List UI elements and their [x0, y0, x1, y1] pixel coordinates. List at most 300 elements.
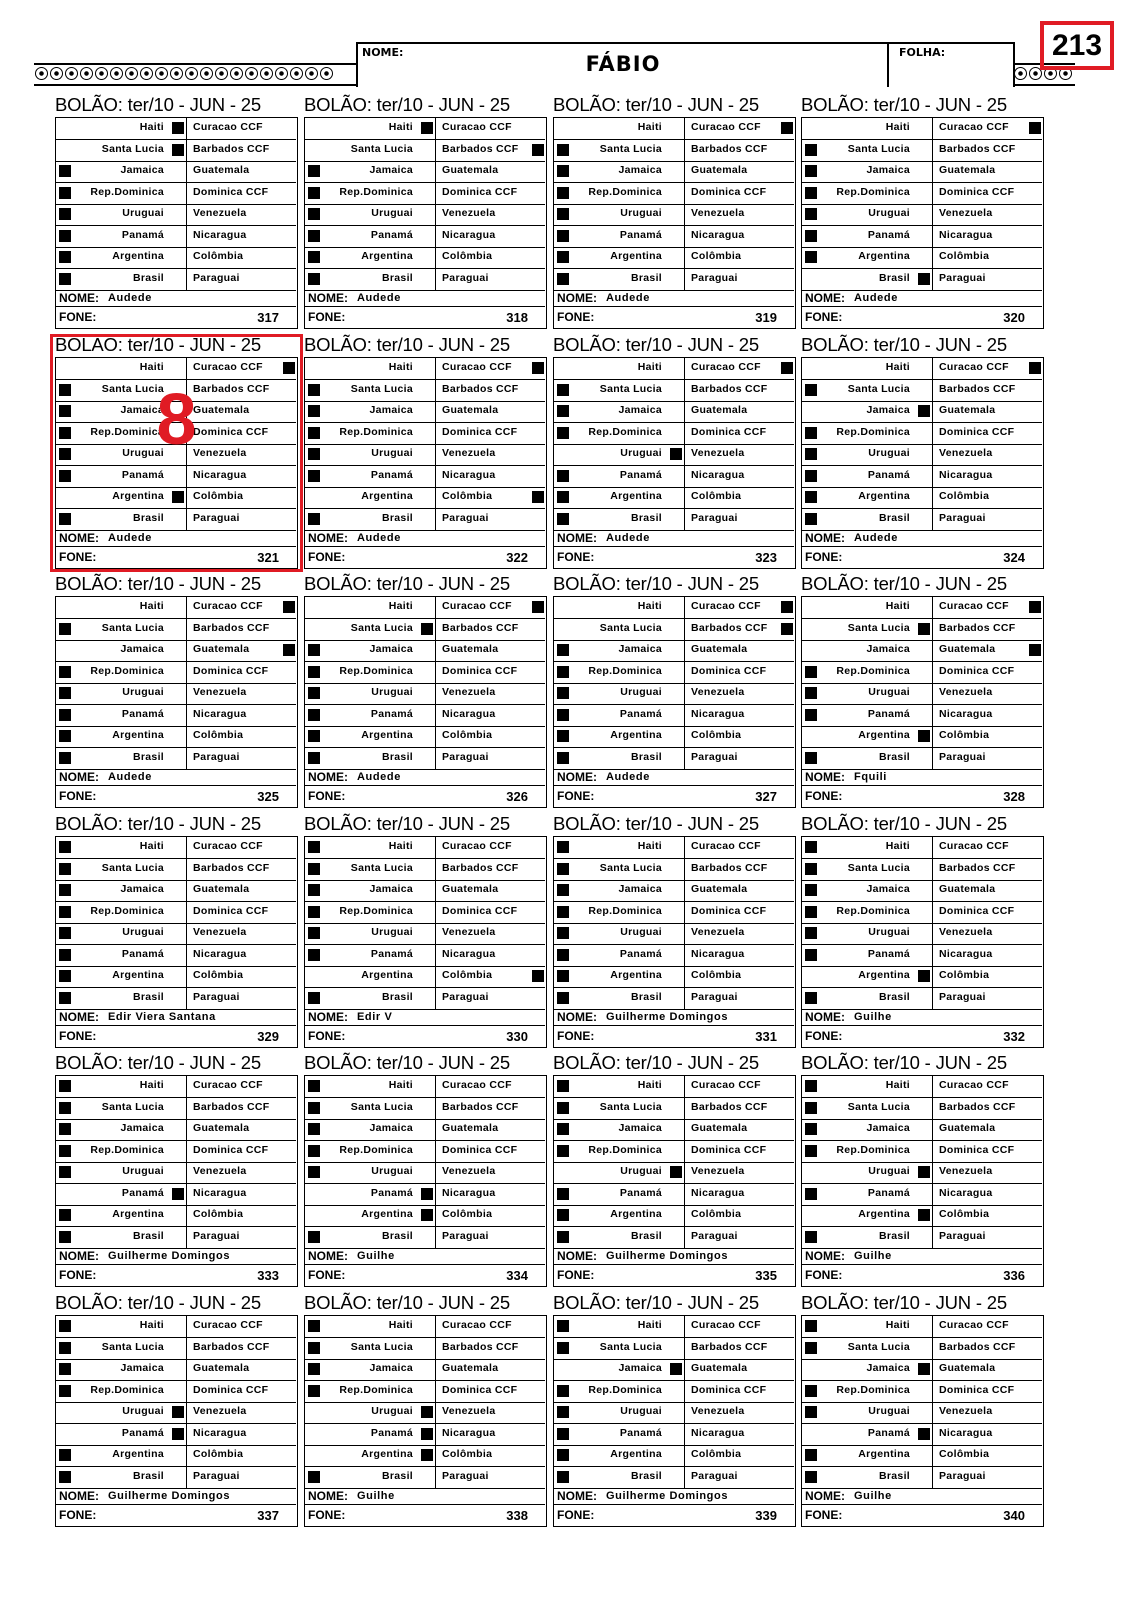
match-row [802, 705, 1042, 727]
ticket-card [304, 1290, 547, 1532]
home-team: Rep.Dominica [90, 425, 164, 438]
away-team: Venezuela [691, 926, 745, 938]
away-team: Nicaragua [939, 1426, 993, 1439]
home-team: Santa Lucia [599, 382, 662, 395]
nome-value: Guilhe [854, 1250, 892, 1262]
home-team: Brasil [133, 750, 164, 763]
draw-mark [670, 1363, 682, 1375]
home-win-mark [557, 927, 569, 939]
match-row [554, 640, 794, 662]
page-number: 213 [1040, 21, 1114, 70]
away-team: Guatemala [939, 404, 996, 416]
fone-label: FONE: [805, 1268, 843, 1282]
ticket-card [553, 1290, 796, 1532]
home-team: Haiti [139, 1319, 164, 1331]
away-team: Curacao CCF [691, 1319, 761, 1331]
match-row [305, 423, 545, 445]
draw-mark [918, 1363, 930, 1375]
home-team: Uruguai [122, 686, 164, 698]
away-win-mark [532, 491, 544, 503]
away-team: Nicaragua [939, 707, 993, 720]
match-row [554, 1162, 794, 1184]
home-win-mark [59, 1449, 71, 1461]
home-win-mark [308, 1231, 320, 1243]
soccer-ball-icon [185, 67, 198, 80]
home-team: Panamá [121, 1426, 164, 1439]
fone-divider [305, 1025, 545, 1026]
fone-divider [802, 785, 1042, 786]
match-row [554, 269, 794, 291]
ticket-table [801, 596, 1044, 808]
away-team: Barbados CCF [939, 1340, 1016, 1353]
match-row [56, 640, 296, 662]
match-row [554, 444, 794, 466]
match-row [554, 1098, 794, 1120]
home-team: Jamaica [866, 1122, 910, 1134]
home-win-mark [805, 1320, 817, 1332]
away-win-mark [1029, 362, 1041, 374]
home-team: Argentina [610, 729, 662, 741]
nome-label: NOME: [557, 770, 597, 784]
match-row [56, 247, 296, 269]
home-win-mark [308, 513, 320, 525]
away-team: Paraguai [442, 990, 489, 1003]
home-win-mark [59, 949, 71, 961]
home-team: Jamaica [618, 643, 662, 655]
home-win-mark [557, 1449, 569, 1461]
fone-divider [802, 306, 1042, 307]
home-win-mark [805, 687, 817, 699]
match-row [305, 380, 545, 402]
ticket-number: 335 [755, 1268, 777, 1283]
home-win-mark [308, 863, 320, 875]
match-row [56, 988, 296, 1010]
away-team: Venezuela [193, 207, 247, 219]
home-team: Argentina [361, 1448, 413, 1460]
home-win-mark [308, 273, 320, 285]
fone-label: FONE: [59, 550, 97, 564]
ticket-table [553, 117, 796, 329]
match-row [305, 945, 545, 967]
home-win-mark [557, 405, 569, 417]
away-team: Barbados CCF [691, 1100, 768, 1113]
ticket-table [55, 596, 298, 808]
home-team: Brasil [382, 1469, 413, 1482]
match-row [305, 683, 545, 705]
nome-label: NOME: [805, 770, 845, 784]
home-team: Haiti [885, 1319, 910, 1331]
away-team: Venezuela [691, 686, 745, 698]
match-row [305, 358, 545, 380]
away-team: Venezuela [442, 207, 496, 219]
fone-label: FONE: [59, 789, 97, 803]
home-win-mark [59, 1471, 71, 1483]
home-win-mark [557, 1145, 569, 1157]
nome-label: NOME: [308, 1249, 348, 1263]
away-team: Dominica CCF [193, 185, 269, 198]
away-team: Venezuela [691, 207, 745, 219]
soccer-ball-icon [200, 67, 213, 80]
ticket-table [801, 117, 1044, 329]
home-win-mark [308, 1080, 320, 1092]
away-team: Curacao CCF [939, 600, 1009, 612]
home-team: Santa Lucia [847, 382, 910, 395]
match-row [802, 1381, 1042, 1403]
home-win-mark [557, 949, 569, 961]
away-team: Curacao CCF [939, 840, 1009, 852]
match-row [305, 1338, 545, 1360]
match-row [305, 748, 545, 770]
nome-label: NOME: [805, 1489, 845, 1503]
away-win-mark [1029, 122, 1041, 134]
away-team: Nicaragua [193, 1426, 247, 1439]
home-team: Haiti [885, 600, 910, 612]
match-row [802, 748, 1042, 770]
away-team: Curacao CCF [193, 121, 263, 133]
away-team: Colômbia [691, 969, 742, 981]
home-win-mark [557, 513, 569, 525]
home-team: Argentina [858, 490, 910, 502]
away-team: Paraguai [939, 990, 986, 1003]
soccer-ball-icon [230, 67, 243, 80]
home-win-mark [59, 623, 71, 635]
away-win-mark [532, 970, 544, 982]
away-team: Paraguai [193, 990, 240, 1003]
home-team: Argentina [610, 250, 662, 262]
home-win-mark [308, 1145, 320, 1157]
away-team: Colômbia [442, 729, 493, 741]
home-win-mark [557, 1188, 569, 1200]
ticket-number: 328 [1003, 789, 1025, 804]
match-row [305, 1316, 545, 1338]
nome-value: Guilhe [357, 1250, 395, 1262]
nome-value: Audede [357, 532, 401, 544]
match-row [56, 1098, 296, 1120]
ticket-table [304, 1075, 547, 1287]
ticket-title: BOLÃO: ter/10 - JUN - 25 [304, 1052, 510, 1073]
away-win-mark [781, 623, 793, 635]
draw-mark [421, 1428, 433, 1440]
home-team: Haiti [388, 840, 413, 852]
match-row [802, 1098, 1042, 1120]
home-team: Panamá [370, 707, 413, 720]
match-row [305, 487, 545, 509]
draw-mark [421, 1449, 433, 1461]
home-win-mark [557, 144, 569, 156]
match-row [305, 705, 545, 727]
ticket-title: BOLÃO: ter/10 - JUN - 25 [55, 1292, 261, 1313]
ticket-table [801, 357, 1044, 569]
match-row [554, 1184, 794, 1206]
ticket-card [304, 1050, 547, 1292]
home-win-mark [59, 1102, 71, 1114]
home-win-mark [308, 1166, 320, 1178]
home-team: Rep.Dominica [588, 1383, 662, 1396]
away-team: Dominica CCF [193, 1383, 269, 1396]
home-team: Brasil [133, 271, 164, 284]
away-team: Colômbia [442, 490, 493, 502]
soccer-ball-icon [245, 67, 258, 80]
home-team: Santa Lucia [350, 621, 413, 634]
home-team: Rep.Dominica [588, 185, 662, 198]
ticket-number: 318 [506, 310, 528, 325]
away-team: Barbados CCF [939, 1100, 1016, 1113]
home-win-mark [59, 709, 71, 721]
ticket-number: 324 [1003, 550, 1025, 565]
match-row [56, 1467, 296, 1489]
match-row [56, 204, 296, 226]
home-win-mark [805, 1385, 817, 1397]
away-team: Barbados CCF [193, 621, 270, 634]
match-row [554, 619, 794, 641]
fone-divider [305, 1264, 545, 1265]
match-row [554, 423, 794, 445]
home-win-mark [805, 144, 817, 156]
match-row [56, 597, 296, 619]
fone-divider [554, 1025, 794, 1026]
match-row [802, 1141, 1042, 1163]
home-win-mark [59, 251, 71, 263]
away-team: Guatemala [193, 404, 250, 416]
away-team: Colômbia [939, 1208, 990, 1220]
away-team: Barbados CCF [691, 142, 768, 155]
away-team: Nicaragua [691, 1186, 745, 1199]
away-team: Paraguai [691, 511, 738, 524]
home-win-mark [308, 841, 320, 853]
home-team: Haiti [139, 121, 164, 133]
home-team: Uruguai [371, 447, 413, 459]
away-team: Curacao CCF [691, 1079, 761, 1091]
home-team: Uruguai [868, 1165, 910, 1177]
nome-value: Audede [357, 771, 401, 783]
home-win-mark [59, 1166, 71, 1178]
fone-label: FONE: [557, 1268, 595, 1282]
home-team: Rep.Dominica [588, 425, 662, 438]
home-team: Brasil [879, 511, 910, 524]
match-row [56, 705, 296, 727]
ticket-number: 330 [506, 1029, 528, 1044]
home-win-mark [805, 1102, 817, 1114]
home-team: Brasil [382, 511, 413, 524]
away-team: Venezuela [691, 1405, 745, 1417]
away-team: Colômbia [939, 969, 990, 981]
home-win-mark [59, 1342, 71, 1354]
match-row [305, 923, 545, 945]
match-row [554, 226, 794, 248]
match-row [305, 1162, 545, 1184]
soccer-ball-icon [1014, 67, 1027, 80]
fone-divider [802, 546, 1042, 547]
fone-label: FONE: [59, 1029, 97, 1043]
home-win-mark [805, 752, 817, 764]
away-team: Paraguai [691, 1229, 738, 1242]
home-team: Argentina [610, 1448, 662, 1460]
ticket-table [55, 117, 298, 329]
away-team: Dominica CCF [691, 904, 767, 917]
match-row [305, 466, 545, 488]
ticket-title: BOLÃO: ter/10 - JUN - 25 [801, 94, 1007, 115]
draw-mark [172, 122, 184, 134]
draw-mark [670, 448, 682, 460]
home-win-mark [308, 644, 320, 656]
away-team: Curacao CCF [691, 600, 761, 612]
fone-divider [554, 306, 794, 307]
away-team: Venezuela [193, 926, 247, 938]
home-team: Brasil [879, 271, 910, 284]
ticket-table [55, 1315, 298, 1527]
ticket-table [801, 836, 1044, 1048]
highlight-label: 8 [156, 380, 197, 460]
away-team: Nicaragua [442, 707, 496, 720]
away-team: Nicaragua [691, 228, 745, 241]
home-win-mark [557, 187, 569, 199]
draw-mark [421, 1209, 433, 1221]
match-row [554, 988, 794, 1010]
soccer-ball-icon [35, 67, 48, 80]
away-team: Curacao CCF [442, 121, 512, 133]
nome-label: NOME: [805, 1010, 845, 1024]
match-row [554, 183, 794, 205]
away-team: Venezuela [442, 686, 496, 698]
match-row [305, 118, 545, 140]
match-row [56, 1227, 296, 1249]
ticket-title: BOLÃO: ter/10 - JUN - 25 [801, 573, 1007, 594]
fone-label: FONE: [59, 310, 97, 324]
away-team: Curacao CCF [939, 121, 1009, 133]
away-team: Dominica CCF [193, 904, 269, 917]
match-row [802, 1402, 1042, 1424]
nome-label: NOME: [308, 531, 348, 545]
away-team: Guatemala [442, 883, 499, 895]
match-row [305, 859, 545, 881]
home-team: Argentina [610, 490, 662, 502]
home-team: Panamá [867, 228, 910, 241]
away-team: Dominica CCF [193, 425, 269, 438]
match-row [305, 1424, 545, 1446]
away-team: Paraguai [442, 1469, 489, 1482]
home-team: Santa Lucia [101, 1100, 164, 1113]
home-win-mark [308, 448, 320, 460]
nome-label: NOME: [557, 531, 597, 545]
home-team: Uruguai [122, 447, 164, 459]
home-team: Santa Lucia [847, 621, 910, 634]
away-team: Guatemala [691, 1362, 748, 1374]
away-team: Guatemala [939, 883, 996, 895]
match-row [554, 1227, 794, 1249]
home-team: Santa Lucia [599, 861, 662, 874]
home-team: Uruguai [868, 207, 910, 219]
away-team: Guatemala [193, 643, 250, 655]
home-team: Rep.Dominica [90, 185, 164, 198]
match-row [56, 683, 296, 705]
home-team: Uruguai [371, 1165, 413, 1177]
match-row [554, 748, 794, 770]
home-team: Panamá [121, 947, 164, 960]
away-team: Dominica CCF [442, 1143, 518, 1156]
match-row [305, 988, 545, 1010]
draw-mark [918, 405, 930, 417]
match-row [802, 966, 1042, 988]
home-win-mark [308, 1342, 320, 1354]
draw-mark [172, 1406, 184, 1418]
fone-divider [305, 546, 545, 547]
ticket-card [55, 571, 298, 813]
ticket-table [304, 596, 547, 808]
match-row [802, 1445, 1042, 1467]
away-team: Guatemala [939, 1122, 996, 1134]
home-win-mark [805, 949, 817, 961]
nome-value: Audede [854, 532, 898, 544]
home-win-mark [557, 1428, 569, 1440]
match-row [554, 466, 794, 488]
home-team: Argentina [112, 490, 164, 502]
home-win-mark [59, 230, 71, 242]
home-team: Haiti [139, 600, 164, 612]
match-row [305, 444, 545, 466]
away-team: Paraguai [193, 1229, 240, 1242]
home-win-mark [805, 427, 817, 439]
nome-label: NOME: [557, 291, 597, 305]
away-team: Colômbia [193, 729, 244, 741]
away-team: Paraguai [691, 990, 738, 1003]
fone-label: FONE: [805, 1029, 843, 1043]
home-win-mark [59, 1080, 71, 1092]
home-win-mark [59, 1385, 71, 1397]
nome-label: NOME: [805, 531, 845, 545]
away-team: Colômbia [939, 490, 990, 502]
away-team: Nicaragua [939, 228, 993, 241]
away-team: Barbados CCF [193, 1100, 270, 1113]
home-team: Uruguai [868, 1405, 910, 1417]
home-team: Jamaica [369, 164, 413, 176]
nome-value: Guilherme Domingos [606, 1490, 729, 1502]
home-team: Jamaica [618, 164, 662, 176]
match-row [554, 509, 794, 531]
match-row [802, 509, 1042, 531]
home-team: Brasil [631, 750, 662, 763]
nome-label: NOME: [308, 1489, 348, 1503]
match-row [305, 509, 545, 531]
home-team: Panamá [867, 1186, 910, 1199]
home-team: Haiti [885, 1079, 910, 1091]
home-team: Argentina [858, 969, 910, 981]
away-team: Venezuela [442, 1165, 496, 1177]
home-win-mark [805, 666, 817, 678]
home-team: Panamá [619, 228, 662, 241]
away-team: Paraguai [691, 271, 738, 284]
home-team: Santa Lucia [350, 861, 413, 874]
home-team: Argentina [112, 1208, 164, 1220]
home-win-mark [59, 884, 71, 896]
home-team: Haiti [637, 121, 662, 133]
home-team: Jamaica [120, 643, 164, 655]
home-team: Santa Lucia [847, 1340, 910, 1353]
away-team: Nicaragua [193, 1186, 247, 1199]
home-team: Haiti [637, 361, 662, 373]
match-row [802, 683, 1042, 705]
ticket-title: BOLÃO: ter/10 - JUN - 25 [304, 813, 510, 834]
away-team: Guatemala [193, 164, 250, 176]
ticket-title: BOLÃO: ter/10 - JUN - 25 [304, 94, 510, 115]
away-team: Barbados CCF [691, 861, 768, 874]
match-row [554, 945, 794, 967]
match-row [554, 140, 794, 162]
match-row [802, 444, 1042, 466]
home-team: Santa Lucia [599, 142, 662, 155]
home-team: Jamaica [866, 164, 910, 176]
home-team: Santa Lucia [101, 382, 164, 395]
fone-divider [56, 785, 296, 786]
